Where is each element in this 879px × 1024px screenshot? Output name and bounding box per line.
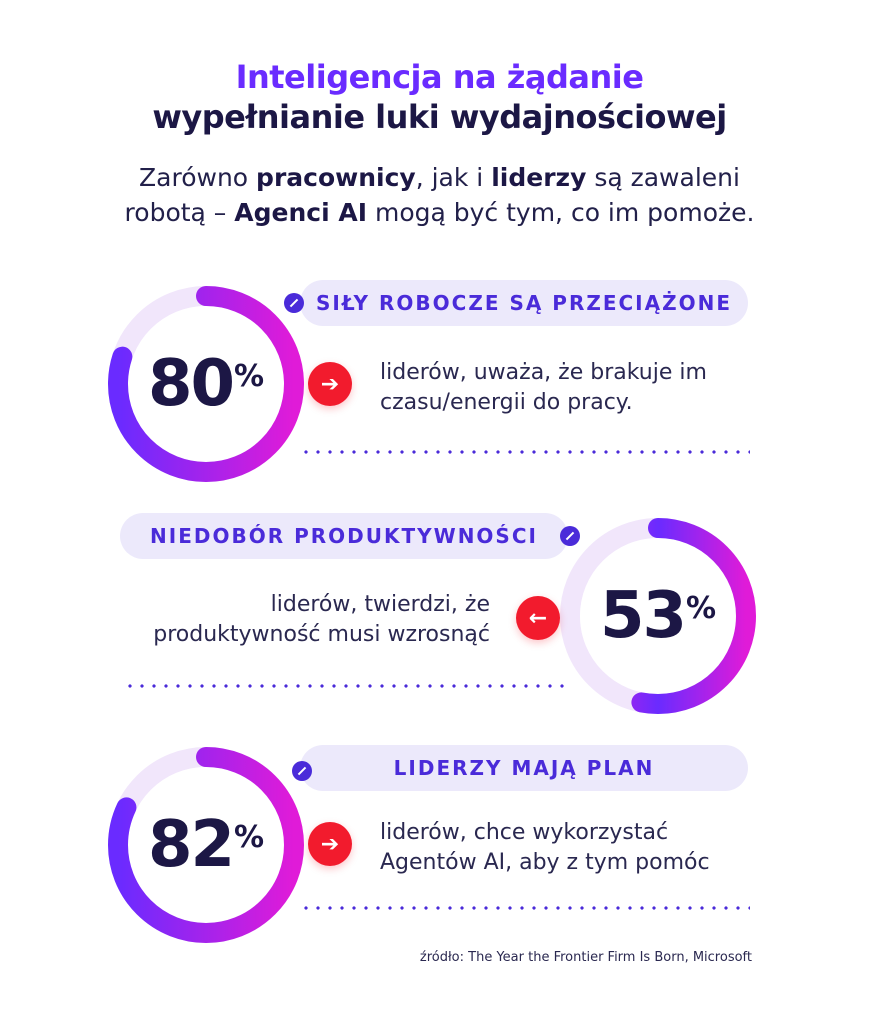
stat-2-heading-pill [120,513,568,559]
stat-3-heading-pill [300,745,748,791]
stat-1-value: 80 % [147,347,265,421]
stat-2-value: 53 % [599,579,717,653]
title-line-2: wypełnianie luki wydajnościowej [152,98,727,136]
stat-1-heading: SIŁY ROBOCZE SĄ PRZECIĄŻONE [315,291,733,315]
stat-2-description: liderów, twierdzi, że produktywność musi wzrosnąć [153,592,490,647]
arrow-right-icon: ➔ [308,822,352,866]
stat-1-ring [106,284,306,484]
stat-1-description: liderów, uważa, że brakuje im czasu/energii do pracy. [380,360,707,415]
stat-2-ring [558,516,758,716]
title-line-1: Inteligencja na żądanie [235,58,644,96]
stat-3-ring [106,745,306,945]
stat-3-heading: LIDERZY MAJĄ PLAN [393,756,655,780]
divider-dots-2 [124,684,564,688]
arrow-right-icon: ➔ [308,362,352,406]
subtitle: Zarówno pracownicy, jak i liderzy są zawaleni robotą – Agenci AI mogą być tym, co im pomoże. [124,163,755,227]
stat-1-heading-pill [300,280,748,326]
divider-dots-1 [300,450,750,454]
stat-2-heading: NIEDOBÓR PRODUKTYWNOŚCI [150,524,538,548]
divider-dots-3 [300,906,750,910]
stat-3-value: 82 % [147,808,265,882]
stat-3-description: liderów, chce wykorzystać Agentów AI, aby z tym pomóc [380,820,710,875]
source-note: źródło: The Year the Frontier Firm Is Born, Microsoft [419,950,752,965]
arrow-left-icon: ← [516,596,560,640]
